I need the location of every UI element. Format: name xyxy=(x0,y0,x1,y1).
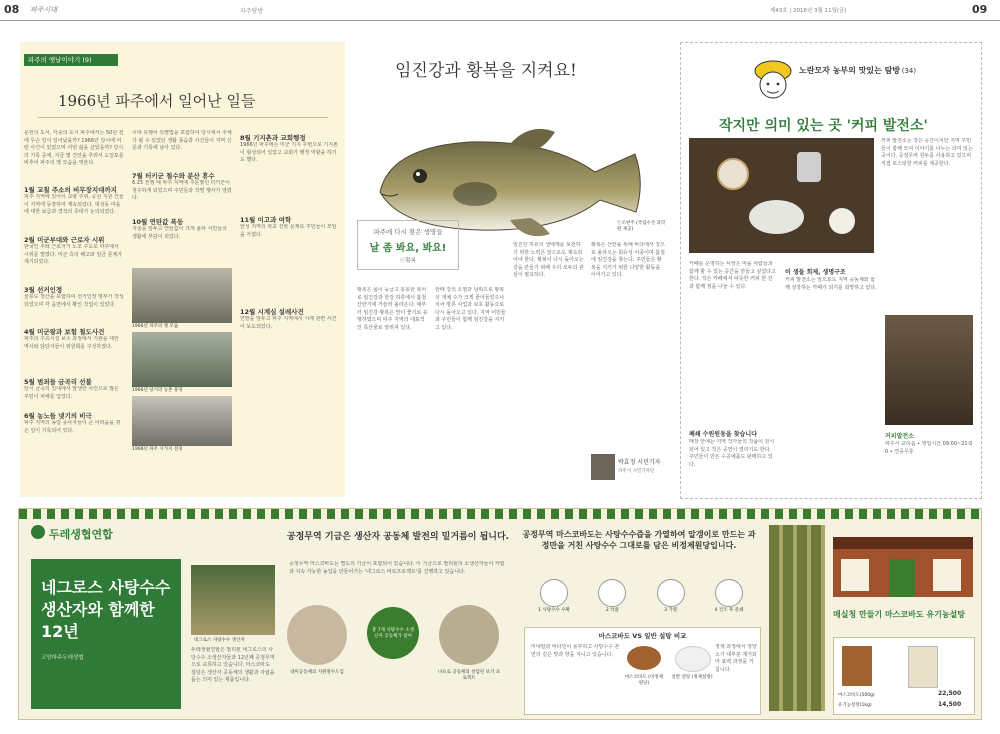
history-title: 1966년 파주에서 일어난 일들 xyxy=(58,92,256,110)
green-panel-sub: 고양파주두레생협 xyxy=(41,655,84,661)
white-sugar-icon xyxy=(675,646,711,672)
section-body: 연말을 앞두고 파주 지역에서 시계 관련 사건이 보도되었다. xyxy=(240,316,337,330)
section-title: 12월 시계심 설레사건 xyxy=(240,308,304,316)
compare-text-left: 미네랄과 비타민이 풍부하고 사탕수수 본연의 깊은 맛과 향을 지니고 있습니다. xyxy=(531,644,620,658)
section-title: 10월 연탄값 폭등 xyxy=(132,218,184,226)
process-step xyxy=(646,579,696,621)
shop-title: 매실청 만들기 마스코바도 유기농설탕 xyxy=(833,610,966,619)
title-divider xyxy=(38,117,328,118)
left-page-number: 08 xyxy=(4,3,20,16)
series-label: 노란모자 농부의 맛있는 탐방 xyxy=(799,66,901,75)
section-body: 겨울을 앞두고 연탄값이 크게 올라 서민들의 생활에 부담이 되었다. xyxy=(132,226,227,240)
fish-col3: 임진강 하류의 생태계를 보전하기 위한 노력은 앞으로도 계속되어야 한다. 황복이 다시 돌아오는 강을 만들기 위해 우리 모두의 관심이 필요하다. xyxy=(513,242,584,278)
section-body: 한성 지역의 학교 진학 문제로 주민들이 모임을 가졌다. xyxy=(240,224,337,238)
product-2-image xyxy=(908,646,938,688)
left-logo: 파주시대 xyxy=(30,6,58,14)
sugarcane-image xyxy=(769,525,825,711)
photo-caption: 1966년 파주 시가지 전경 xyxy=(132,447,183,452)
photo-caption: 1966년 당시의 농촌 풍경 xyxy=(132,388,183,393)
fish-col1: 황복은 몸이 둥글고 통통한 복어로 임진강과 한강 하류에서 봄철 산란기에 거슬러 올라온다. 예부터 임진강 황복은 맛이 좋기로 유명하였으며 파주 지역의 대표적인 특산물로 알려져 있다. xyxy=(357,287,428,331)
ad-top-border xyxy=(19,509,981,519)
product-1-price: 22,500 xyxy=(938,690,962,697)
cafe-text3: 매장 안에는 지역 작가들의 작품이 전시되어 있고 작은 공연이 열리기도 한다. 주민들이 만든 수공예품도 판매하고 있다. xyxy=(689,439,775,468)
green-panel-title: 네그로스 사탕수수 생산자와 함께한 12년 xyxy=(41,578,171,641)
step-icon xyxy=(540,579,568,607)
compare-box xyxy=(524,627,761,715)
community-circle-1 xyxy=(287,605,347,665)
cafe-article xyxy=(680,42,982,499)
process-step xyxy=(704,579,754,621)
fish-title: 임진강과 황복을 지켜요! xyxy=(395,61,577,81)
cafe-photo-interior xyxy=(885,315,973,425)
history-photo-2 xyxy=(132,332,232,387)
step-icon xyxy=(657,579,685,607)
ad-body-1: 공정무역 마스코바도는 별도의 기금이 포함되어 있습니다. 이 기금으로 필리핀의 소생산자들이 자립과 지속 가능한 농업을 만들어가는 '네그로스 바로프로젝트'를 진행하고 있습니다. xyxy=(289,561,505,575)
history-photo-3 xyxy=(132,396,232,446)
section-body: 파주의 주요시설 보수 과정에서 기관을 대한 역사와 담당자들이 위원회를 구성하였다. xyxy=(24,336,119,350)
page-header xyxy=(0,0,1000,21)
history-col2 xyxy=(132,130,232,490)
compare-left-label: 마스코바도 (비정제원당) xyxy=(625,675,663,686)
section-title: 6월 농노들 넷기의 비극 xyxy=(24,412,92,420)
ad-body-2: 두레생협연합은 필리핀 네그로스의 사탕수수 소생산자들과 12년째 공정무역으로 교류하고 있습니다. 마스코바도 설탕은 생산자 공동체의 생활과 자립을 돕는 의미 있는 제품입니다. xyxy=(191,647,275,683)
shop-door xyxy=(889,559,915,597)
series-number: (34) xyxy=(901,67,917,75)
callout-title: 날 좀 봐요, 봐요! xyxy=(369,243,447,254)
section-title: 1월 교칠 주소의 비무장지대까지 xyxy=(24,186,117,194)
section-title: 2월 미군부대와 근로자 시위 xyxy=(24,236,105,244)
section-body: 한국인 루레 근로자가 노조 주도로 파주에서 시위를 벌였다. 미군 측의 해고와 임금 문제가 제기되었다. xyxy=(24,244,123,265)
circle-2-caption: 나프로 공동체의 설립된 보기 프로젝트 xyxy=(437,670,501,681)
farmer-caption: 네그로스 사탕수수 생산자 xyxy=(194,638,245,643)
section-body: 1966년 파주에는 미군 기지 주변으로 기지촌이 형성되어 있었고 교회가 행정 역할을 하기도 했다. xyxy=(240,142,338,163)
issue-meta: 제43호 | 2016년 3월 11일(금) xyxy=(770,8,847,14)
compare-text-right: 정제 과정에서 영양소가 대부분 제거되며 표백 과정을 거칩니다. xyxy=(715,644,757,673)
cafe-text1: 커피 발전소는 작은 공간이지만 지역 주민들이 함께 모여 이야기를 나누는 의미 있는 곳이다. 공정무역 원두를 사용하고 있으며 직접 로스팅한 커피를 제공한다. xyxy=(881,138,973,167)
photo-caption: 1966년 파주의 옛 모습 xyxy=(132,324,179,329)
cafe-eyebrow xyxy=(799,65,916,76)
history-col3 xyxy=(240,130,340,490)
shop-window xyxy=(841,559,869,591)
ad-logo: 두레생협연합 xyxy=(49,528,113,541)
fish-col2: 한때 강의 오염과 남획으로 황복의 개체 수가 크게 줄어들었으나 치어 방류 사업과 보호 활동으로 다시 돌아오고 있다. 지역 어민들과 주민들이 함께 임진강을 지키고 있다. xyxy=(435,287,506,331)
product-2-price: 14,500 xyxy=(938,701,962,708)
product-box xyxy=(833,637,975,715)
glass-icon xyxy=(829,208,855,234)
cup-icon xyxy=(717,158,749,190)
section-body: 파주 지역의 농업 종사자들이 큰 어려움을 겪은 일이 기록되어 있다. xyxy=(24,420,121,434)
ad-headline-2: 공정무역 마스코바도는 사탕수수즙을 가열하여 알갱이로 만드는 과정만을 거친 사탕수수 그대로를 담은 비정제원당입니다. xyxy=(522,530,756,550)
history-intro: 문헌의 도서, 각종의 도시 파주에서는 50년 전에 무슨 일이 일어났을까? 1966년 당시에 어떤 사건이 있었으며 어떤 삶을 살았을까? 당시의 기록 중에, 지금 몇 건만을 추려서 도일포를 비추어 파주의 옛 모습을 엿본다. xyxy=(24,130,124,166)
section-body: 파주 지역에 있어서 교량 주위, 공원 지원 건물이 지역에 등장하여 계속되었다. 대성동 마을에 대한 보급과 경작의 증대가 논의되었다. xyxy=(24,194,124,215)
fish-caption-text: ⓒ조현주 (국립수산 과학원 제공) xyxy=(617,221,666,232)
product-1-name: 마스코바도(500g) xyxy=(838,693,875,698)
process-step xyxy=(529,579,579,621)
cafe-subhead-2: 이 생들 희제, 생명구조 xyxy=(785,269,846,276)
section-label: 파주탐방 xyxy=(240,8,264,15)
history-photo-1 xyxy=(132,268,232,323)
cafe-text2: 카페를 운영하는 사장은 마을 사람들과 함께 할 수 있는 공간을 만들고 싶었다고 한다. 작은 카페에서 따뜻한 커피 한 잔과 함께 정을 나눌 수 있다. xyxy=(689,261,776,290)
fish-article xyxy=(355,42,670,497)
process-steps xyxy=(529,579,754,621)
section-title: 11월 이고과 여학 xyxy=(240,216,292,224)
history-badge xyxy=(24,54,118,66)
section-title: 5월 범죄들 금곡리 선불 xyxy=(24,378,92,386)
cafe-subhead-1: 폐쇄 수원원동을 찾습니다 xyxy=(689,431,757,438)
fish-callout xyxy=(357,220,459,270)
green-panel xyxy=(31,559,181,709)
circle-1-caption: 대미공동체의 지원방수도입 xyxy=(290,670,344,675)
step-icon xyxy=(598,579,626,607)
history-col1 xyxy=(24,130,124,490)
step-icon xyxy=(715,579,743,607)
farmer-photo xyxy=(191,565,275,635)
fish-col4: 황복은 산란을 위해 바다에서 강으로 올라오는 회유성 어종이며 봄철에 임진강을 찾는다. 주민들은 황복을 지키기 위한 다양한 활동을 이어가고 있다. xyxy=(591,242,665,278)
product-2-name: 유기농설탕(1kg) xyxy=(838,703,872,708)
section-title: 7월 터키군 철수와 분산 휴수 xyxy=(132,172,215,180)
process-step xyxy=(587,579,637,621)
compare-title: 마스코바도 VS 일반 설탕 비교 xyxy=(598,632,687,640)
ad-headline-1: 공정무역 기금은 생산자 공동체 발전의 밑거름이 됩니다. xyxy=(286,532,510,542)
section-title: 4월 미군왕과 보험 철도사건 xyxy=(24,328,105,336)
product-1-image xyxy=(842,646,872,686)
mascovado-sugar-icon xyxy=(627,646,661,670)
step-label: 1 사탕수수 수확 xyxy=(538,608,570,613)
community-circle-2 xyxy=(439,605,499,665)
col2-intro: 시대 유행어 특별법을 포함하여 당시에서 주체가 될 수 있었던 생활 풍습과 사건들이 지역 신문과 기록에 남아 있다. xyxy=(132,130,232,151)
cafe-text4: 커피 발전소는 앞으로도 지역 공동체와 함께 성장하는 카페가 되기를 희망하고 있다. xyxy=(785,277,877,291)
step-label: 4 건조 후 분쇄 xyxy=(714,608,744,613)
section-body: 울릉도 정산을 포함하여 선거인정 명부가 작성되었으며 각 읍면에서 확인 작업이 있었다. xyxy=(24,294,124,308)
cafe-info: 파주시 교하읍 • 영업시간 09:00~21:00 • 연중무휴 xyxy=(885,441,973,455)
reporter-photo xyxy=(591,454,615,480)
reporter-note: 파주시 시민기자단 xyxy=(618,469,655,474)
history-badge-number: (9) xyxy=(82,56,92,64)
shop-illustration xyxy=(833,537,973,597)
section-title: 3월 선거인정 xyxy=(24,286,63,294)
farmer-avatar-illustration xyxy=(751,57,795,105)
cafe-info-title: 커피발전소 xyxy=(885,433,914,440)
history-article xyxy=(20,42,345,497)
section-title: 8월 기지촌과 교회행정 xyxy=(240,134,306,142)
right-page-number: 09 xyxy=(972,3,988,16)
step-label: 2 착즙 xyxy=(605,608,619,613)
cafe-photo-main xyxy=(689,138,874,253)
callout-subtitle: 파주에 다시 찾은 생명들 xyxy=(373,228,443,236)
saucer-icon xyxy=(749,200,804,234)
shop-window xyxy=(933,559,961,591)
fairtrade-ad xyxy=(18,508,982,720)
community-circle-mid: 총 7개 사탕수수 소생산자 공동체가 참여 xyxy=(367,607,419,659)
reporter-name: 박효정 시민기자 xyxy=(618,459,661,466)
cafe-title: 작지만 의미 있는 곳 '커피 발전소' xyxy=(719,118,928,134)
pot-icon xyxy=(797,152,821,182)
logo-icon xyxy=(31,525,45,539)
fish-caption xyxy=(617,220,667,232)
callout-author: ⓒ황복 xyxy=(399,258,417,264)
shop-roof xyxy=(833,537,973,549)
history-badge-label: 파주의 옛날이야기 xyxy=(28,56,81,64)
compare-right-label: 일반 설탕 (정제설탕) xyxy=(671,675,713,680)
section-body: 당시 금곡리 일대에서 발생한 사건으로 많은 주민이 피해를 입었다. xyxy=(24,386,119,400)
step-label: 3 가열 xyxy=(664,608,678,613)
section-body: 6.25 전쟁 때 파주 지역에 주둔했던 터키군이 철수하게 되었으며 주민들과 작별 행사가 열렸다. xyxy=(132,180,232,201)
